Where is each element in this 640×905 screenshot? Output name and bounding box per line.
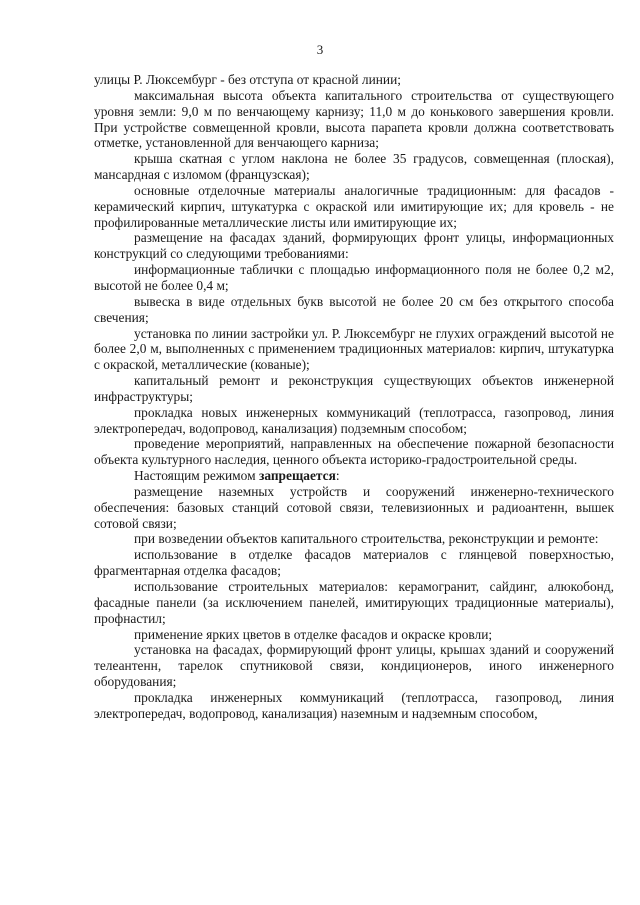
paragraph-info-structures: размещение на фасадах зданий, формирующих фронт улицы, информационных конструкций со следующими требованиями: xyxy=(94,230,614,262)
paragraph-fire-safety: проведение мероприятий, направленных на обеспечение пожарной безопасности объекта культурного наследия, ценного объекта историко-градостроительной среды. xyxy=(94,436,614,468)
paragraph-antennas: установка на фасадах, формирующий фронт улицы, крышах зданий и сооружений телеантенн, тарелок спутниковой связи, кондиционеров, иного инженерного оборудования; xyxy=(94,642,614,690)
paragraph-overground-utilities: прокладка инженерных коммуникаций (теплотрасса, газопровод, линия электропередач, водопровод, канализация) наземным и надземным способом, xyxy=(94,689,614,721)
paragraph-infrastructure-repair: капитальный ремонт и реконструкция существующих объектов инженерной инфраструктуры; xyxy=(94,373,614,404)
prohibited-prefix: Настоящим режимом xyxy=(134,468,259,484)
paragraph-roof: крыша скатная с углом наклона не более 35 градусов, совмещенная (плоская), мансардная с изломом (французская); xyxy=(94,151,614,183)
page-number: 3 xyxy=(316,42,324,57)
paragraph-finishing-materials: основные отделочные материалы аналогичные традиционным: для фасадов - керамический кирпич, штукатурка с окраской или имитирующие их; для кровель - не профилированные металлические листы или имитирующие их; xyxy=(94,182,614,230)
paragraph-ground-devices: размещение наземных устройств и сооружений инженерно-технического обеспечения: базовых станций сотовой связи, телевизионных и радиоантенн, вышек сотовой связи; xyxy=(94,483,614,531)
paragraph-building-materials: использование строительных материалов: керамогранит, сайдинг, алюкобонд, фасадные панели (за исключением панелей, имитирующих традиционные материалы), профнастил; xyxy=(94,579,614,626)
paragraph-max-height: максимальная высота объекта капитального строительства от существующего уровня земли: 9,0 м по венчающему карнизу; 11,0 м до конькового завершения кровли. При устройстве совмещенной кровли, высота парапета кровли должна соответствовать отметке, установленной для венчающего карниза; xyxy=(94,87,614,151)
paragraph-fences: установка по линии застройки ул. Р. Люксембург не глухих ограждений высотой не более 2,0 м, выполненных с применением традиционных материалов: кирпич, штукатурка с окраской, металлические (кованые); xyxy=(94,325,614,373)
paragraph-new-utilities: прокладка новых инженерных коммуникаций (теплотрасса, газопровод, линия электропередач, водопровод, канализация) подземным способом; xyxy=(94,404,614,436)
paragraph-prohibited-heading xyxy=(94,468,614,484)
paragraph-signboard: вывеска в виде отдельных букв высотой не более 20 см без открытого способа свечения; xyxy=(94,293,614,325)
prohibited-suffix: : xyxy=(335,468,340,484)
prohibited-keyword: запрещается xyxy=(258,468,336,484)
paragraph-info-plates: информационные таблички с площадью информационного поля не более 0,2 м2, высотой не более 0,4 м; xyxy=(94,262,614,293)
paragraph-continuation: улицы Р. Люксембург - без отступа от красной линии; xyxy=(94,72,401,87)
paragraph-construction: при возведении объектов капитального строительства, реконструкции и ремонте: xyxy=(134,531,599,547)
paragraph-bright-colors: применение ярких цветов в отделке фасадов и окраске кровли; xyxy=(134,626,493,642)
paragraph-glossy-materials: использование в отделке фасадов материалов с глянцевой поверхностью, фрагментарная отделка фасадов; xyxy=(94,547,614,579)
